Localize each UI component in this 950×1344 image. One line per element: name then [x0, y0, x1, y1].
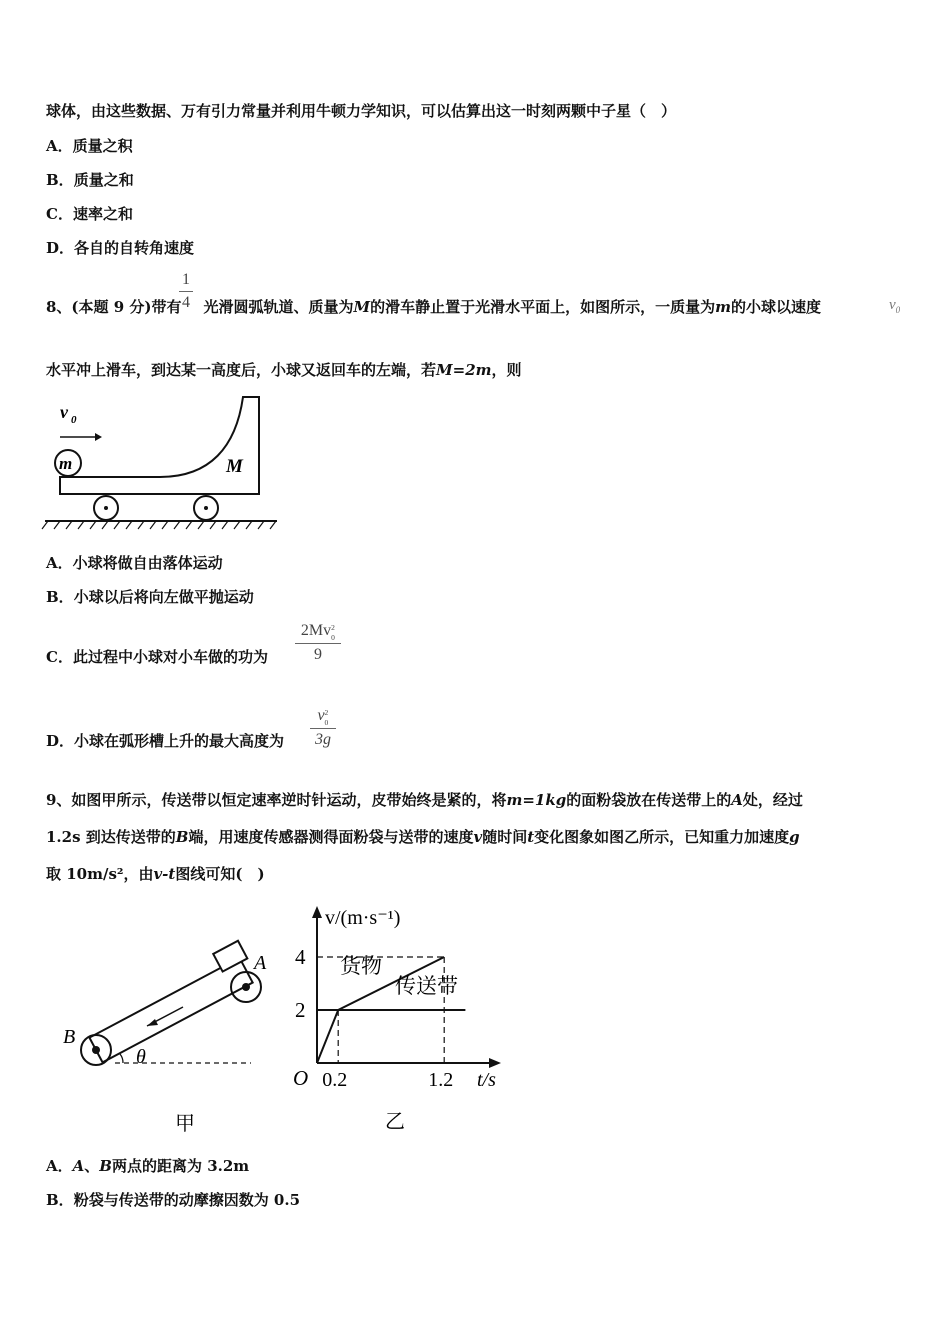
q8-option-d: D．小球在弧形槽上升的最大高度为	[46, 732, 285, 750]
q9-option-b: B．粉袋与传送带的动摩擦因数为 0.5	[46, 1191, 301, 1209]
x-axis-arrow	[489, 1058, 501, 1068]
flour-bag	[213, 941, 247, 972]
cart-body	[60, 397, 259, 494]
series-label-cargo: 货物	[340, 954, 382, 978]
q8-cart-figure	[40, 392, 285, 532]
cart-label: M	[226, 456, 243, 477]
caption-jia: 甲	[175, 1113, 195, 1135]
q8-fraction-quarter: 1 4	[179, 271, 193, 312]
q7-option-c: C．速率之和	[46, 205, 133, 223]
ball-label: m	[59, 454, 73, 473]
q8-v0-symbol: $v_0$	[889, 297, 901, 315]
ground-hatching	[42, 521, 276, 529]
q8-option-b: B．小球以后将向左做平抛运动	[46, 588, 254, 606]
q9-option-a: A．A、B两点的距离为 3.2m	[46, 1157, 250, 1175]
q9-conveyor-figure	[55, 935, 270, 1135]
q8-option-d-fraction: v 2 0 3g	[310, 707, 336, 749]
q7-stem: 球体，由这些数据、万有引力常量并利用牛顿力学知识，可以估算出这一时刻两颗中子星（ ）	[46, 102, 677, 120]
q7-option-d: D．各自的自转角速度	[46, 239, 195, 257]
theta-label: θ	[136, 1046, 146, 1068]
origin-label: O	[293, 1066, 309, 1090]
label-a: A	[254, 952, 267, 974]
y-axis-arrow	[312, 906, 322, 918]
x-tick-label-1.2: 1.2	[428, 1069, 454, 1091]
y-tick-label-4: 4	[295, 945, 306, 969]
v0-arrow	[60, 433, 102, 441]
q8-stem-line1: 8、(本题 9 分)带有 光滑圆弧轨道、质量为M的滑车静止置于光滑水平面上，如图所示，一质量为m的小球以速度	[46, 298, 822, 316]
v0-label: v	[60, 402, 68, 422]
x-axis-label: t/s	[477, 1069, 496, 1091]
q8-stem-line2: 水平冲上滑车，到达某一高度后，小球又返回车的左端，若M=2m，则	[46, 361, 522, 379]
q8-option-c: C．此过程中小球对小车做的功为	[46, 648, 268, 666]
series-label-belt: 传送带	[395, 974, 458, 998]
q7-option-b: B．质量之和	[46, 171, 134, 189]
v0-sub-label: 0	[71, 414, 77, 426]
angle-arc	[120, 1054, 123, 1063]
q9-stem-line2: 1.2s 到达传送带的B端，用速度传感器测得面粉袋与送带的速度v随时间t变化图象如图乙所示，已知重力加速度g	[46, 828, 800, 846]
belt	[89, 958, 252, 1063]
q8-option-a: A．小球将做自由落体运动	[46, 554, 223, 572]
y-tick-label-2: 2	[295, 998, 306, 1022]
x-tick-label-0.2: 0.2	[322, 1069, 348, 1091]
q7-option-a: A．质量之积	[46, 137, 133, 155]
q9-stem-line3: 取 10m/s²，由v-t图线可知( )	[46, 865, 265, 883]
y-axis-label: v/(m·s⁻¹)	[325, 907, 401, 929]
label-b: B	[63, 1026, 76, 1048]
q9-vt-chart	[285, 900, 520, 1135]
caption-yi: 乙	[385, 1111, 405, 1133]
q9-stem-line1: 9、如图甲所示，传送带以恒定速率逆时针运动，皮带始终是紧的，将m=1kg的面粉袋放在传送带上的A处，经过	[46, 791, 803, 809]
q8-option-c-fraction: 2Mv 2 0 9	[295, 622, 341, 664]
